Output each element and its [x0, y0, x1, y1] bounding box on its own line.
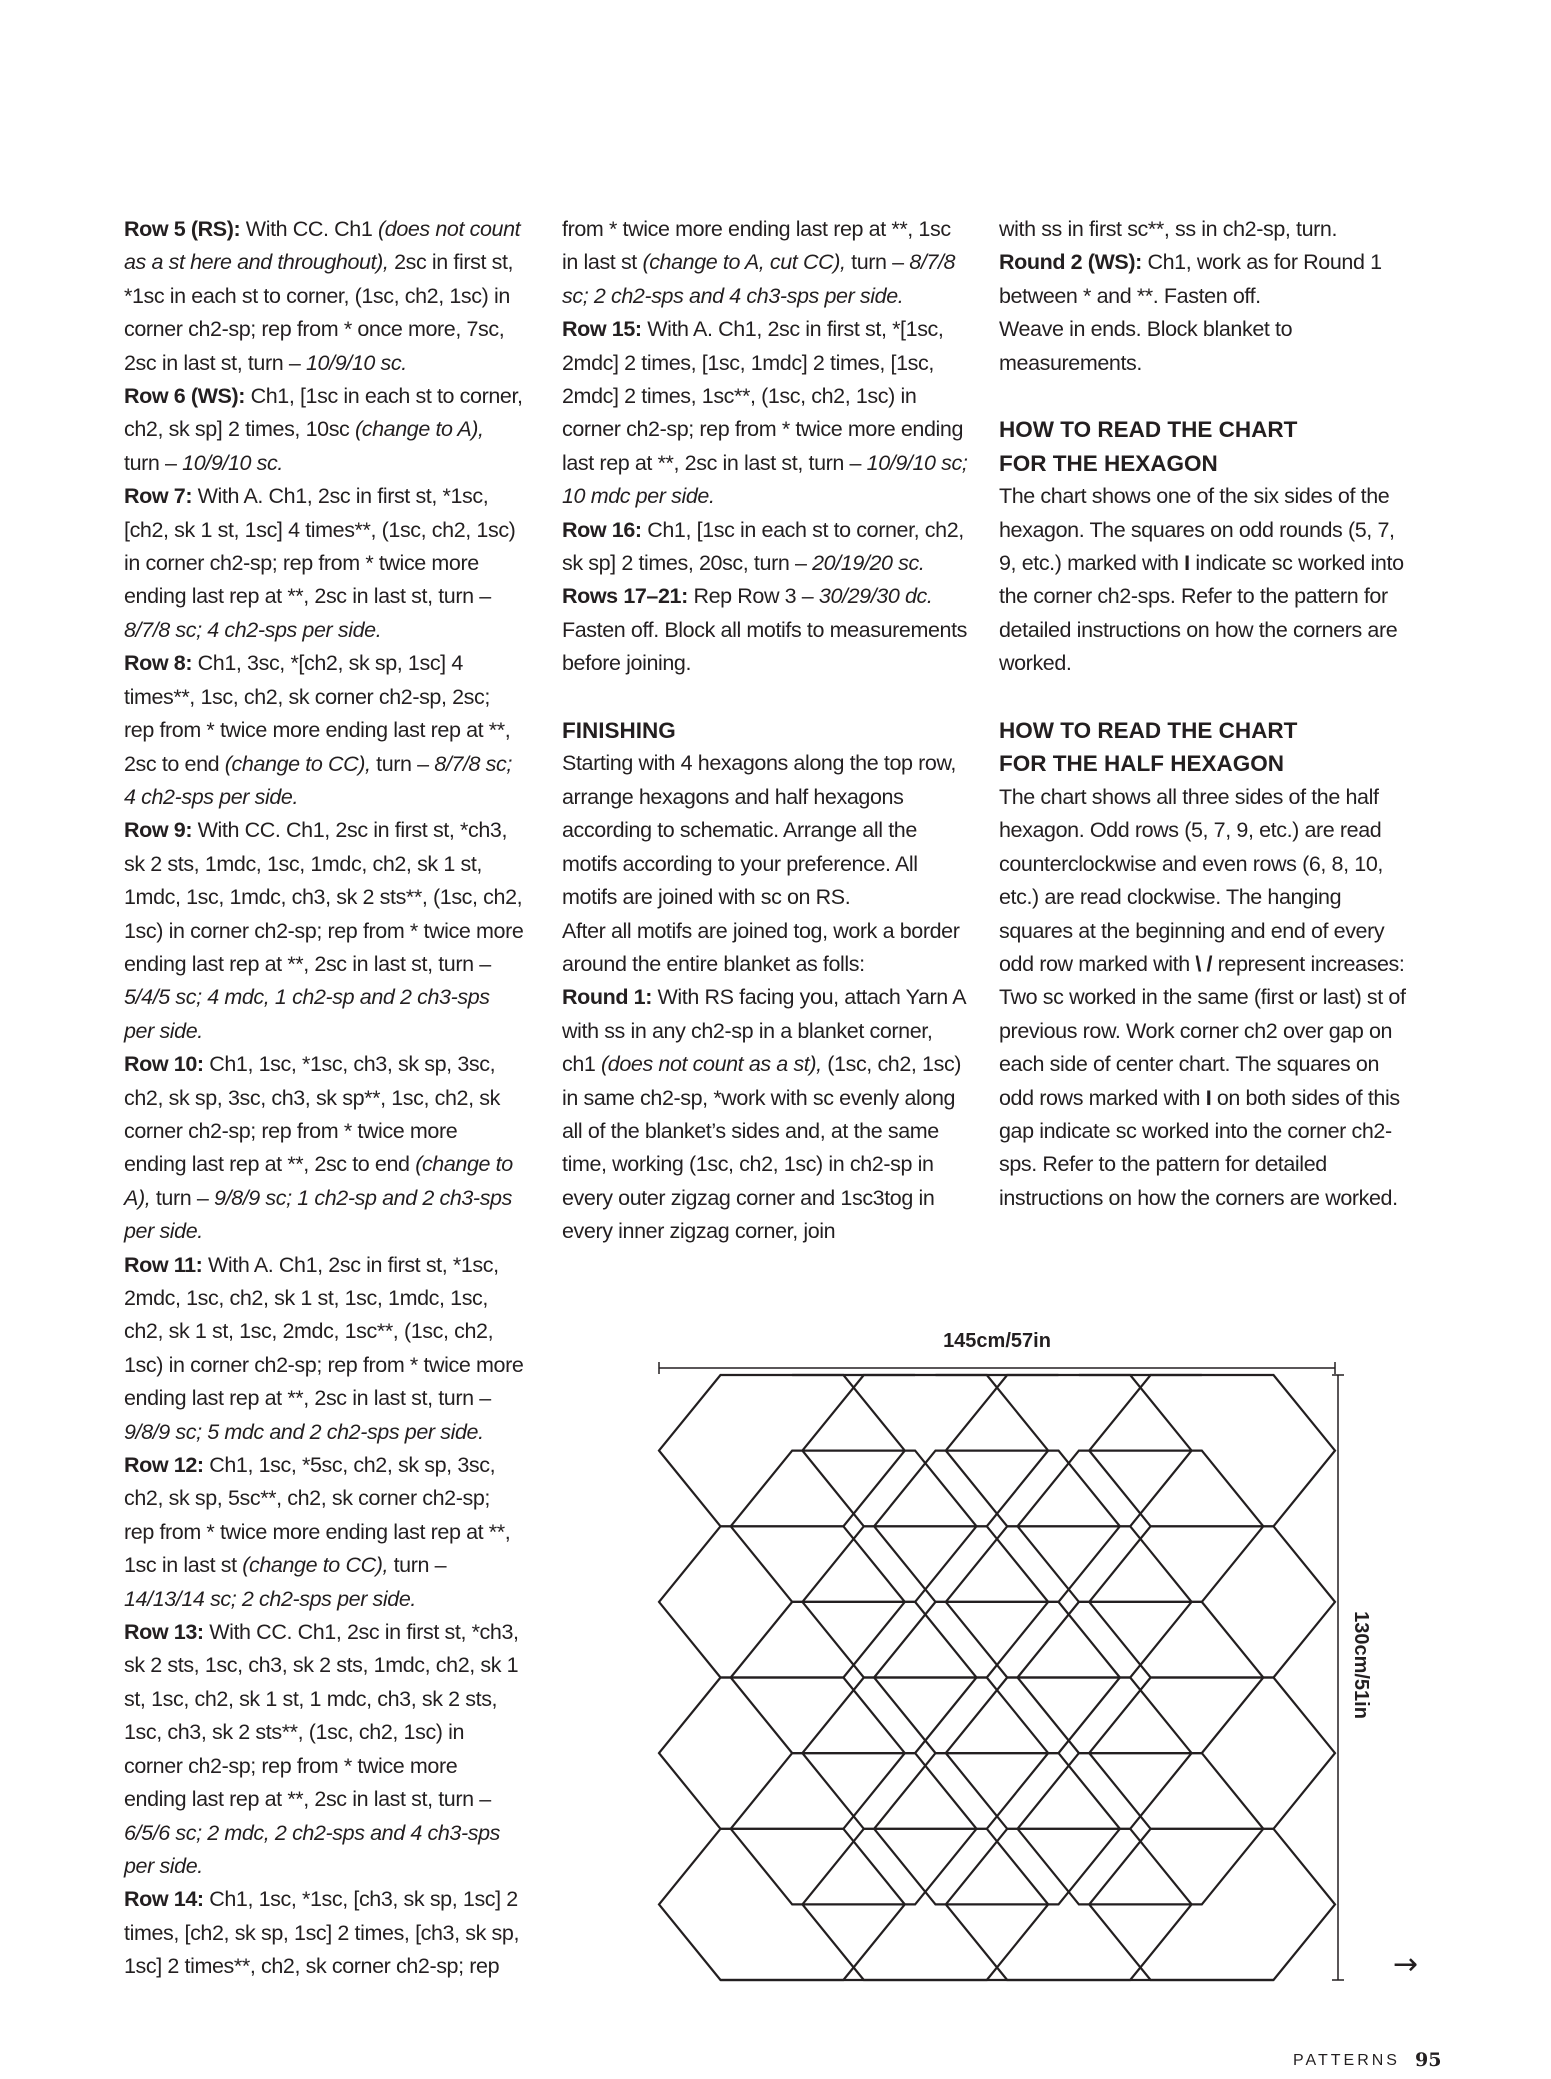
text: turn –: [150, 1185, 215, 1210]
italic-note: 9/8/9 sc; 1 ch2-sp and 2 ch3-sps per side.: [124, 1185, 512, 1244]
text: With A. Ch1, 2sc in first st, *[1sc, 2mdc] 2 times, [1sc, 1mdc] 2 times, [1sc, 2mdc] 2 times, 1sc**, (1sc, ch2, 1sc) in corner ch2-sp; rep from * twice more ending last rep at **, 2sc in last st, turn –: [562, 317, 964, 475]
text: turn –: [845, 250, 910, 275]
section-heading: FOR THE HALF HEXAGON: [999, 751, 1284, 777]
text: turn –: [388, 1553, 447, 1578]
text: The chart shows one of the six sides of the hexagon. The squares on odd rounds (5, 7, 9, etc.) marked with: [999, 484, 1395, 576]
text: Ch1, [1sc in each st to corner, ch2, sk sp] 2 times, 20sc, turn –: [562, 517, 964, 576]
height-label: 130cm/51in: [1350, 1611, 1372, 1719]
instruction-paragraph: [124, 380, 524, 480]
paragraph-spacer: [999, 380, 1409, 413]
row-label: Row 13:: [124, 1620, 204, 1645]
text: Ch1, [1sc in each st to corner, ch2, sk sp] 2 times, 10sc: [124, 384, 523, 442]
row-label: Rows 17–21:: [562, 584, 688, 609]
instruction-paragraph: [124, 480, 524, 647]
instruction-paragraph: [562, 213, 970, 313]
footer-section-label: PATTERNS: [1293, 2052, 1400, 2069]
row-label: Round 2 (WS):: [999, 250, 1142, 275]
italic-note: 10/9/10 sc.: [306, 350, 407, 375]
instruction-paragraph: [124, 814, 524, 1048]
text: Ch1, work as for Round 1 between * and **. Fasten off.: [999, 250, 1382, 308]
instruction-paragraph: [999, 313, 1409, 380]
text: With RS facing you, attach Yarn A with ss in any ch2-sp in a blanket corner, ch1: [562, 985, 966, 1077]
text: With CC. Ch1, 2sc in first st, *ch3, sk 2 sts, 1sc, ch3, sk 2 sts, 1mdc, ch2, sk 1 st, 1sc, ch2, sk 1 st, 1 mdc, ch3, sk 2 sts, 1sc, ch3, sk 2 sts**, (1sc, ch2, 1sc) in corner ch2-sp; rep from * twice more ending last rep at **, 2sc in last st, turn –: [124, 1620, 519, 1812]
column-2: [562, 213, 970, 1249]
italic-note: 8/7/8 sc; 4 ch2-sps per side.: [124, 617, 382, 642]
text: turn –: [370, 751, 435, 776]
text: Rep Row 3 –: [687, 584, 819, 609]
section-heading: HOW TO READ THE CHART: [999, 718, 1298, 744]
instruction-paragraph: [562, 514, 970, 581]
italic-note: 8/7/8 sc; 4 ch2-sps per side.: [124, 751, 512, 809]
italic-note: 8/7/8 sc; 2 ch2-sps and 4 ch3-sps per side.: [562, 250, 956, 308]
italic-note: (change to A, cut CC),: [642, 250, 846, 275]
italic-note: (change to A),: [354, 417, 484, 442]
text: Ch1, 1sc, *5sc, ch2, sk sp, 3sc, ch2, sk sp, 5sc**, ch2, sk corner ch2-sp; rep from * twice more ending last rep at **, 1sc in last st: [124, 1453, 511, 1578]
text: The chart shows all three sides of the half hexagon. Odd rows (5, 7, 9, etc.) are read counterclockwise and even rows (6, 8, 10, etc.) are read clockwise. The hanging squares at the beginning and end of every odd row marked with: [999, 784, 1385, 976]
text: with ss in first sc**, ss in ch2-sp, turn.: [999, 217, 1338, 241]
text: represent increases: Two sc worked in the same (first or last) st of previous row. Work corner ch2 over gap on each side of center chart. The squares on odd rows marked with: [999, 951, 1406, 1110]
text: indicate sc worked into the corner ch2-sps. Refer to the pattern for detailed instructions on how the corners are worked.: [999, 551, 1404, 676]
continue-arrow-icon: →: [1393, 1947, 1419, 1982]
italic-note: (does not count as a st here and throughout),: [124, 217, 521, 275]
page-number: 95: [1415, 2049, 1442, 2071]
instruction-paragraph: [124, 1883, 524, 1983]
row-label: Row 7:: [124, 484, 193, 509]
instruction-paragraph: [562, 981, 970, 1248]
instruction-paragraph: [124, 1449, 524, 1616]
italic-note: 20/19/20 sc.: [812, 551, 925, 576]
row-label: Round 1:: [562, 985, 652, 1010]
section-heading: HOW TO READ THE CHART: [999, 417, 1298, 443]
text: After all motifs are joined tog, work a border around the entire blanket as folls:: [562, 918, 960, 976]
text: on both sides of this gap indicate sc worked into the corner ch2-sps. Refer to the pattern for detailed instructions on how the corners are worked.: [999, 1085, 1400, 1210]
instruction-paragraph: [999, 480, 1409, 680]
text: Ch1, 1sc, *1sc, ch3, sk sp, 3sc, ch2, sk sp, 3sc, ch3, sk sp**, 1sc, ch2, sk corner ch2-sp; rep from * twice more ending last rep at **, 2sc to end: [124, 1052, 500, 1177]
italic-note: 10/9/10 sc.: [182, 450, 283, 475]
instruction-paragraph: [124, 213, 524, 380]
italic-note: 14/13/14 sc; 2 ch2-sps per side.: [124, 1586, 416, 1611]
text: turn –: [124, 450, 183, 475]
text: Fasten off. Block all motifs to measurements before joining.: [562, 617, 968, 676]
blanket-schematic: [655, 1320, 1375, 2020]
column-1: [124, 213, 524, 1984]
instruction-paragraph: [124, 1616, 524, 1883]
text: Weave in ends. Block blanket to measurements.: [999, 317, 1293, 375]
instruction-paragraph: [124, 647, 524, 814]
text: 2sc in first st, *1sc in each st to corner, (1sc, ch2, 1sc) in corner ch2-sp; rep from * once more, 7sc, 2sc in last st, turn –: [124, 250, 514, 375]
text: Ch1, 1sc, *1sc, [ch3, sk sp, 1sc] 2 times, [ch2, sk sp, 1sc] 2 times, [ch3, sk sp, 1sc] 2 times**, ch2, sk corner ch2-sp; rep: [124, 1887, 520, 1979]
marker-symbol: I: [1205, 1085, 1212, 1110]
row-label: Row 5 (RS):: [124, 217, 241, 241]
instruction-paragraph: [562, 580, 970, 613]
text: With CC. Ch1, 2sc in first st, *ch3, sk 2 sts, 1mdc, 1sc, 1mdc, ch2, sk 1 st, 1mdc, 1sc, 1mdc, ch3, sk 2 sts**, (1sc, ch2, 1sc) in corner ch2-sp; rep from * twice more ending last rep at **, 2sc in last st, turn –: [124, 818, 524, 976]
text: Starting with 4 hexagons along the top row, arrange hexagons and half hexagons according to schematic. Arrange all the motifs according to your preference. All motifs are joined with sc on RS.: [562, 751, 956, 910]
italic-note: 9/8/9 sc; 5 mdc and 2 ch2-sps per side.: [124, 1419, 484, 1444]
instruction-paragraph: [562, 747, 970, 914]
paragraph-spacer: [999, 681, 1409, 714]
section-heading: FOR THE HEXAGON: [999, 450, 1218, 476]
instruction-paragraph: [124, 1048, 524, 1248]
instruction-paragraph: [999, 781, 1409, 1215]
row-label: Row 14:: [124, 1887, 204, 1912]
instruction-paragraph: [562, 614, 970, 681]
hexagon-layout-diagram: [655, 1320, 1375, 2020]
row-label: Row 6 (WS):: [124, 384, 245, 409]
column-3: [999, 213, 1409, 1215]
text: With A. Ch1, 2sc in first st, *1sc, [ch2, sk 1 st, 1sc] 4 times**, (1sc, ch2, 1sc) in corner ch2-sp; rep from * twice more ending last rep at **, 2sc in last st, turn –: [124, 484, 516, 609]
instruction-paragraph: [124, 1249, 524, 1449]
italic-note: (change to A),: [124, 1152, 513, 1210]
italic-note: (change to CC),: [224, 751, 371, 776]
text: from * twice more ending last rep at **, 1sc in last st: [562, 217, 951, 275]
italic-note: 10/9/10 sc; 10 mdc per side.: [562, 450, 968, 509]
paragraph-spacer: [562, 681, 970, 714]
marker-symbol: I: [1184, 551, 1190, 576]
italic-note: 6/5/6 sc; 2 mdc, 2 ch2-sps and 4 ch3-sps per side.: [124, 1820, 500, 1878]
italic-note: 30/29/30 dc.: [818, 584, 933, 609]
text: (1sc, ch2, 1sc) in same ch2-sp, *work with sc evenly along all of the blanket’s sides and, at the same time, working (1sc, ch2, 1sc) in ch2-sp in every outer zigzag corner and 1sc3tog in every inner zigzag corner, join: [562, 1052, 962, 1244]
instruction-paragraph: [562, 915, 970, 982]
row-label: Row 8:: [124, 651, 193, 676]
instruction-paragraph: [999, 213, 1409, 246]
section-heading: FINISHING: [562, 718, 676, 744]
row-label: Row 15:: [562, 317, 642, 342]
row-label: Row 10:: [124, 1052, 204, 1077]
instruction-paragraph: [999, 246, 1409, 313]
width-label: 145cm/57in: [943, 1330, 1051, 1352]
row-label: Row 12:: [124, 1453, 204, 1478]
italic-note: (change to CC),: [242, 1553, 389, 1578]
row-label: Row 16:: [562, 517, 642, 542]
row-label: Row 9:: [124, 818, 193, 843]
row-label: Row 11:: [124, 1252, 203, 1277]
instruction-paragraph: [562, 313, 970, 513]
text: With CC. Ch1: [240, 217, 378, 241]
marker-symbol: \ /: [1195, 951, 1213, 976]
text: With A. Ch1, 2sc in first st, *1sc, 2mdc, 1sc, ch2, sk 1 st, 1sc, 1mdc, 1sc, ch2, sk 1 st, 1sc, 2mdc, 1sc**, (1sc, ch2, 1sc) in corner ch2-sp; rep from * twice more ending last rep at **, 2sc in last st, turn –: [124, 1252, 524, 1411]
text: Ch1, 3sc, *[ch2, sk sp, 1sc] 4 times**, 1sc, ch2, sk corner ch2-sp, 2sc; rep from * twice more ending last rep at **, 2sc to end: [124, 651, 511, 776]
italic-note: (does not count as a st),: [601, 1052, 822, 1077]
italic-note: 5/4/5 sc; 4 mdc, 1 ch2-sp and 2 ch3-sps per side.: [124, 985, 490, 1043]
